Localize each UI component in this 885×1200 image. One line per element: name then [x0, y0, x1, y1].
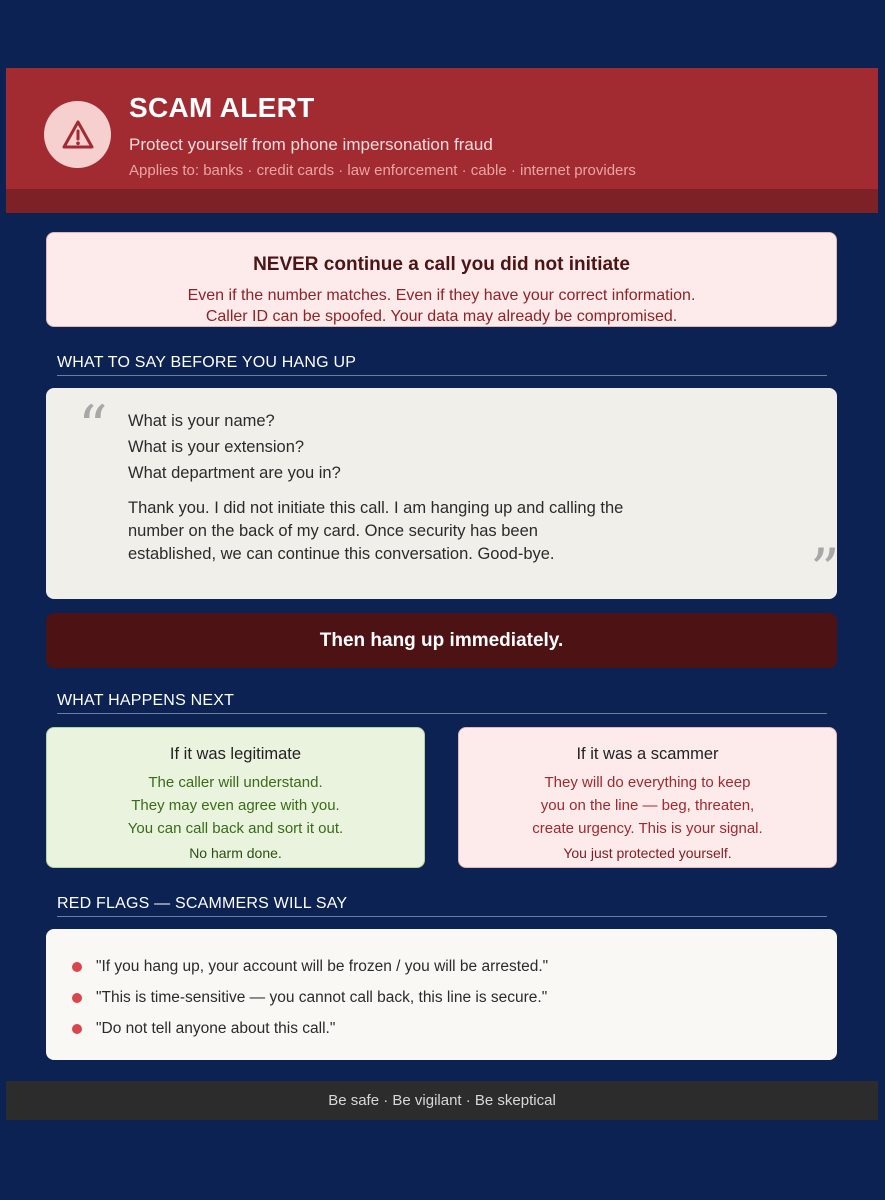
- header-band: [6, 189, 878, 213]
- card-footnote: You just protected yourself.: [563, 845, 732, 861]
- script-quote-box: [46, 388, 840, 604]
- list-item: [72, 1013, 548, 1044]
- card-footnote: No harm done.: [189, 845, 282, 861]
- flag-text: "This is time-sensitive — you cannot call back, this line is secure.": [96, 988, 548, 1006]
- hangup-banner: Then hang up immediately.: [46, 613, 837, 668]
- question-line: What department are you in?: [128, 464, 341, 482]
- footer-bar: Be safe · Be vigilant · Be skeptical: [6, 1081, 878, 1120]
- card-body: [47, 771, 424, 840]
- alert-title: SCAM ALERT: [129, 92, 315, 123]
- card-body: [459, 771, 836, 840]
- never-warning-box: [46, 232, 837, 327]
- alert-badge: [44, 101, 111, 168]
- card-title: If it was a scammer: [576, 745, 719, 763]
- red-flags-box: [46, 929, 837, 1060]
- list-item: [72, 951, 548, 982]
- section-title-red-flags: RED FLAGS — SCAMMERS WILL SAY: [57, 895, 827, 917]
- red-dot-icon: [72, 962, 82, 972]
- card-line: create urgency. This is your signal.: [532, 820, 763, 837]
- card-line: You can call back and sort it out.: [127, 820, 344, 837]
- card-line: They may even agree with you.: [131, 797, 340, 814]
- card-line: you on the line — beg, threaten,: [540, 797, 755, 814]
- list-item: [72, 982, 548, 1013]
- flag-text: "Do not tell anyone about this call.": [96, 1019, 336, 1037]
- question-line: What is your name?: [128, 412, 275, 430]
- red-dot-icon: [72, 1024, 82, 1034]
- never-line: Even if the number matches. Even if they have your correct information.: [187, 287, 696, 304]
- scammer-outcome-card: [458, 727, 837, 868]
- question-list: [128, 411, 341, 489]
- flag-text: "If you hang up, your account will be frozen / you will be arrested.": [96, 957, 549, 975]
- section-title-what-to-say: WHAT TO SAY BEFORE YOU HANG UP: [57, 354, 827, 376]
- never-body: [47, 285, 836, 327]
- alert-subtitle: Protect yourself from phone impersonation fraud: [129, 135, 493, 154]
- red-dot-icon: [72, 993, 82, 1003]
- legitimate-outcome-card: [46, 727, 425, 868]
- applies-to-text: Applies to: banks · credit cards · law enforcement · cable · internet providers: [129, 162, 636, 179]
- question-line: What is your extension?: [128, 438, 305, 456]
- card-line: They will do everything to keep: [544, 774, 751, 791]
- never-title: NEVER continue a call you did not initiate: [253, 254, 630, 275]
- red-flags-list: [72, 951, 548, 1044]
- section-title-what-happens-next: WHAT HAPPENS NEXT: [57, 692, 827, 714]
- alert-header: [6, 68, 878, 213]
- card-title: If it was legitimate: [169, 745, 302, 763]
- hangup-statement: Thank you. I did not initiate this call. I am hanging up and calling the number on the back of my card. Once security has been established, we can continue this conversation. Good-bye.: [128, 499, 624, 563]
- card-line: The caller will understand.: [148, 774, 323, 791]
- close-quote-icon: ”: [810, 536, 840, 604]
- warning-triangle-icon: [61, 119, 95, 151]
- open-quote-icon: “: [78, 393, 108, 461]
- never-line: Caller ID can be spoofed. Your data may already be compromised.: [205, 308, 678, 325]
